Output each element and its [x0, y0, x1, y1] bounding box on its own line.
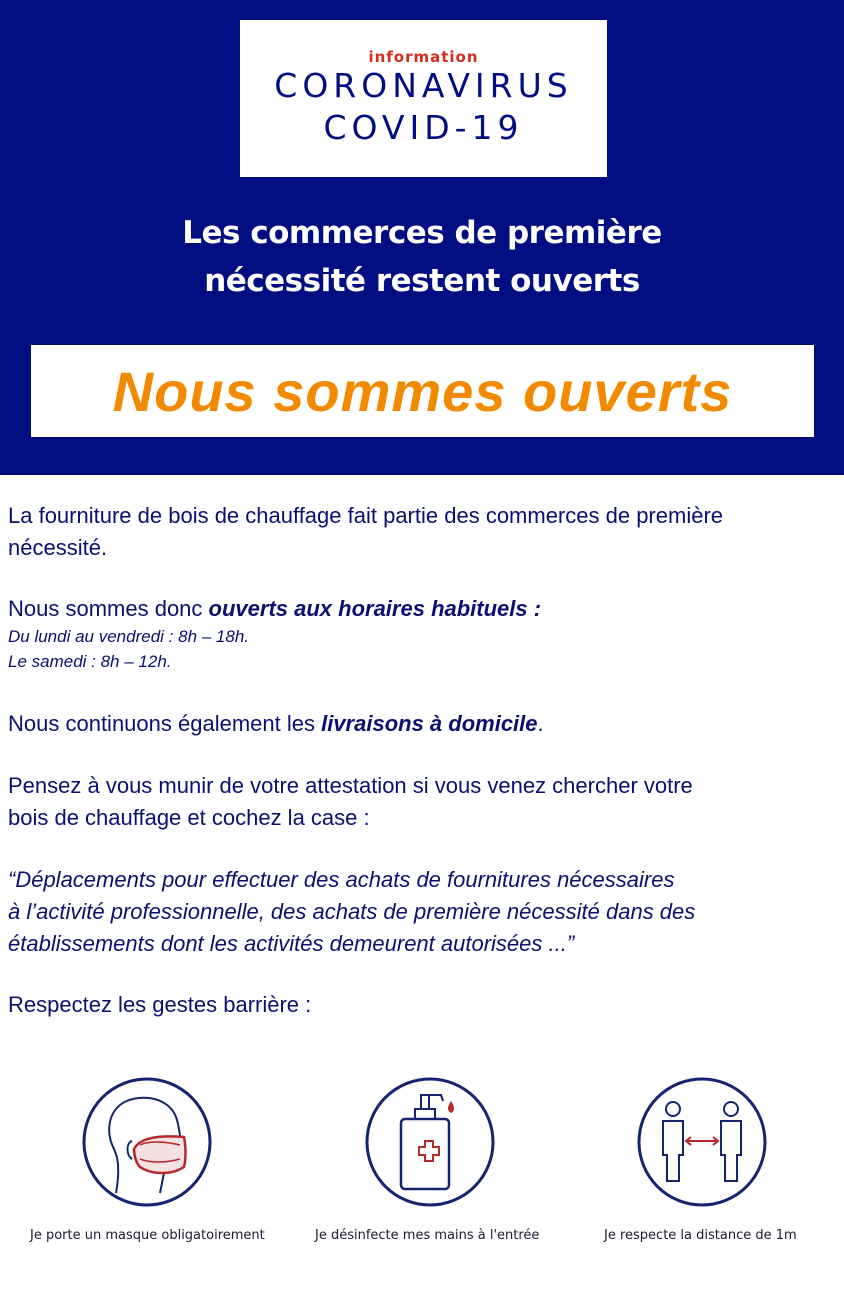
headline-line-2: nécessité restent ouverts	[204, 263, 640, 299]
hours-saturday: Le samedi : 8h – 12h.	[8, 652, 172, 671]
logo-coronavirus-text: CORONAVIRUS	[274, 66, 573, 105]
paragraph-firewood-line2: nécessité.	[8, 535, 108, 560]
gesture-sanitizer	[300, 1075, 560, 1209]
gestures-title: Respectez les gestes barrière :	[8, 992, 312, 1017]
delivery-period: .	[537, 711, 544, 736]
paragraph-delivery	[8, 711, 544, 737]
quote-line-2: à l’activité professionnelle, des achats de première nécessité dans des	[8, 899, 696, 924]
hand-sanitizer-icon	[363, 1075, 497, 1209]
hours-intro-text: Nous sommes donc	[8, 596, 209, 621]
delivery-intro-text: Nous continuons également les	[8, 711, 322, 736]
logo-info-label: information	[368, 48, 479, 66]
gesture-distance	[572, 1075, 832, 1209]
gesture-mask	[17, 1075, 277, 1209]
social-distance-icon	[635, 1075, 769, 1209]
open-sign-text: Nous sommes ouverts	[112, 360, 733, 423]
government-logo	[240, 20, 607, 177]
paragraph-hours	[8, 596, 541, 622]
face-mask-icon	[80, 1075, 214, 1209]
paragraph-attestation-line1: Pensez à vous munir de votre attestation si vous venez chercher votre	[8, 773, 693, 798]
gesture-sanitizer-caption: Je désinfecte mes mains à l'entrée	[315, 1228, 540, 1243]
logo-covid-text: COVID-19	[323, 108, 524, 147]
open-sign-box	[31, 345, 814, 437]
headline-line-1: Les commerces de première	[182, 215, 662, 251]
hours-weekdays: Du lundi au vendredi : 8h – 18h.	[8, 627, 250, 646]
delivery-emphasis-text: livraisons à domicile	[321, 711, 538, 736]
paragraph-attestation-line2: bois de chauffage et cochez la case :	[8, 805, 370, 830]
gesture-mask-caption: Je porte un masque obligatoirement	[30, 1228, 265, 1243]
quote-line-3: établissements dont les activités demeurent autorisées ...”	[8, 931, 575, 956]
gesture-distance-caption: Je respecte la distance de 1m	[604, 1228, 797, 1243]
hours-emphasis-text: ouverts aux horaires habituels :	[208, 596, 542, 621]
paragraph-firewood-line1: La fourniture de bois de chauffage fait partie des commerces de première	[8, 503, 723, 528]
quote-line-1: “Déplacements pour effectuer des achats de fournitures nécessaires	[8, 867, 675, 892]
top-banner	[0, 0, 844, 475]
